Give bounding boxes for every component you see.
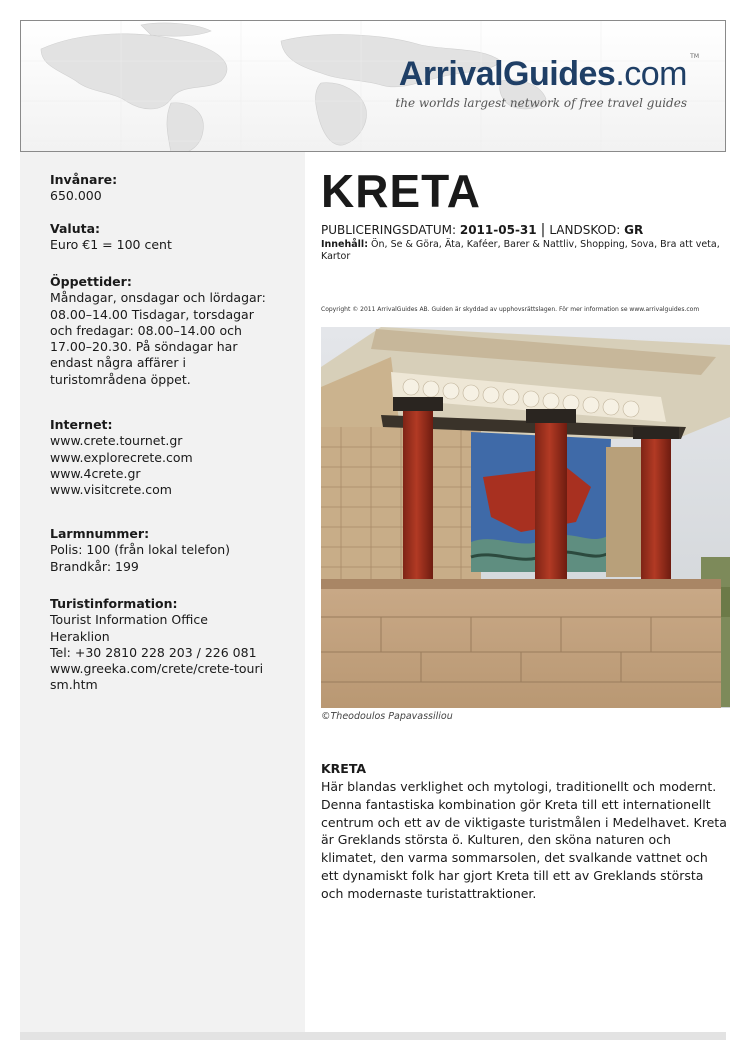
- fact-population: [50, 172, 300, 205]
- fact-emergency-numbers: [50, 526, 300, 575]
- pub-date-value: 2011-05-31: [459, 223, 537, 237]
- logo-name: ArrivalGuides: [398, 55, 616, 93]
- fact-label: Larmnummer:: [50, 526, 150, 541]
- fact-value: Polis: 100 (från lokal telefon) Brandkår: 199: [50, 542, 231, 574]
- contents-text: Ön, Se & Göra, Äta, Kaféer, Barer & Nattliv, Shopping, Sova, Bra att veta, Kartor: [321, 239, 720, 262]
- trademark-mark: TM: [690, 53, 699, 60]
- footer-bar: [20, 1032, 726, 1040]
- fact-value: 650.000: [50, 188, 102, 204]
- country-code-value: GR: [624, 223, 644, 237]
- section-body-text: Här blandas verklighet och mytologi, traditionellt och modernt. Denna fantastiska kombination gör Kreta till ett internationellt centrum och ett av de viktigaste turistmålen i Medelhavet. Kreta är Greklands största ö. Kulturen, den sköna naturen och klimatet, den varma sommarsolen, det svalkande vattnet och ett dynamiskt folk har gjort Kreta till ett av Greklands största och modernaste turistattraktioner.: [321, 779, 727, 901]
- fact-label: Valuta:: [50, 221, 101, 236]
- fact-opening-hours: [50, 274, 300, 388]
- fact-value: Tourist Information Office Heraklion Tel: +30 2810 228 203 / 226 081 www.greeka.com/crete/crete-touri sm.htm: [50, 612, 264, 693]
- fact-value: Euro €1 = 100 cent: [50, 237, 172, 253]
- publication-row: [321, 222, 643, 238]
- fact-value: Måndagar, onsdagar och lördagar: 08.00–14.00 Tisdagar, torsdagar och fredagar: 08.00–14.00 och 17.00–20.30. På söndagar har endast några affärer i turistområdena öppet.: [50, 290, 266, 387]
- fact-currency: [50, 221, 300, 254]
- photo-caption: ©Theodoulos Papavassiliou: [321, 711, 453, 722]
- page-title: KRETA: [321, 165, 482, 217]
- pub-separator: |: [540, 222, 546, 238]
- brand-tagline: the worlds largest network of free travel guides: [395, 96, 687, 110]
- fact-value: www.crete.tournet.gr www.explorecrete.com www.4crete.gr www.visitcrete.com: [50, 433, 193, 498]
- copyright-notice: Copyright © 2011 ArrivalGuides AB. Guiden är skyddad av upphovsrättslagen. För mer information se www.arrivalguides.com: [321, 306, 700, 313]
- fact-label: Turistinformation:: [50, 596, 178, 611]
- header-banner: [20, 20, 726, 152]
- country-code-label: LANDSKOD:: [549, 223, 621, 237]
- logo-wordmark: [395, 55, 687, 94]
- fact-internet: [50, 417, 300, 498]
- facts-sidebar: [20, 152, 305, 1032]
- section-heading: KRETA: [321, 761, 367, 776]
- logo-domain: .com: [615, 55, 687, 93]
- table-of-contents: [321, 239, 729, 263]
- fact-tourist-info: [50, 596, 300, 694]
- fact-label: Invånare:: [50, 172, 118, 187]
- contents-label: Innehåll:: [321, 239, 368, 250]
- fact-label: Öppettider:: [50, 274, 132, 289]
- brand-logo: [395, 53, 699, 110]
- pub-date-label: PUBLICERINGSDATUM:: [321, 223, 457, 237]
- knossos-palace-photo: [321, 327, 730, 708]
- fact-label: Internet:: [50, 417, 113, 432]
